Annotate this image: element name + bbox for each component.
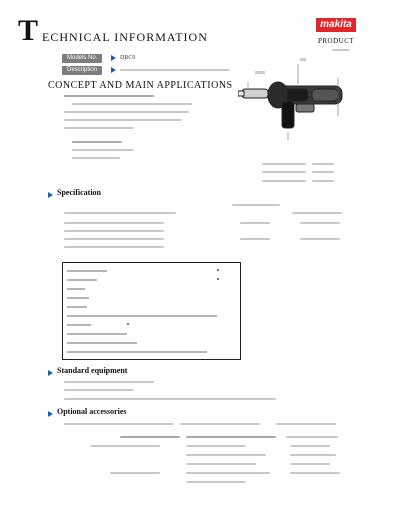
equipment-note <box>64 398 276 400</box>
spec-table-header <box>64 212 176 214</box>
concept-text-line <box>72 103 192 105</box>
dimension-legend-line <box>262 180 306 182</box>
dimension-legend-line <box>262 163 306 165</box>
dimension-label <box>300 58 306 61</box>
spec-table-cell <box>240 238 270 240</box>
specification-heading: Specification <box>57 188 101 197</box>
title-initial: T <box>18 14 38 47</box>
product-code <box>332 49 350 51</box>
triangle-right-icon <box>48 192 53 198</box>
makita-logo: makita <box>316 18 356 32</box>
accessory-line <box>290 472 340 474</box>
spec-table-row <box>64 246 164 248</box>
accessory-line <box>290 463 330 465</box>
spec-table-row <box>64 230 164 232</box>
spec-table-cell <box>300 238 340 240</box>
accessory-line <box>186 472 270 474</box>
description-value <box>120 69 230 71</box>
dimension-legend-line <box>262 171 306 173</box>
accessory-line <box>276 423 336 425</box>
dimension-legend-value <box>312 180 334 182</box>
concept-text-line <box>64 127 134 129</box>
optional-accessories-heading: Optional accessories <box>57 407 127 416</box>
page-title: ECHNICAL INFORMATION <box>42 30 208 44</box>
dimension-legend-value <box>312 171 334 173</box>
concept-text-line <box>72 149 134 151</box>
accessory-line <box>64 423 174 425</box>
triangle-right-icon <box>111 67 116 73</box>
concept-text-line <box>64 111 189 113</box>
accessory-line <box>90 445 160 447</box>
concept-heading: CONCEPT AND MAIN APPLICATIONS <box>48 80 233 91</box>
accessory-line <box>180 423 260 425</box>
dimension-legend-value <box>312 163 334 165</box>
equipment-line <box>64 381 154 383</box>
concept-text-line <box>64 95 154 97</box>
accessory-line <box>286 436 338 438</box>
standard-equipment-heading: Standard equipment <box>57 366 128 375</box>
spec-table-cell <box>240 222 270 224</box>
description-tag: Description <box>62 66 102 75</box>
concept-text-line <box>64 119 182 121</box>
spec-table-cell <box>300 222 340 224</box>
accessory-line <box>186 445 246 447</box>
triangle-right-icon <box>48 411 53 417</box>
triangle-right-icon <box>48 370 53 376</box>
model-value: DRC0 <box>120 55 136 61</box>
spec-table-row <box>64 222 164 224</box>
concept-text-line <box>72 157 120 159</box>
product-label: PRODUCT <box>318 37 355 45</box>
spec-details-box <box>62 262 241 360</box>
equipment-line <box>64 389 134 391</box>
concept-text-line <box>72 141 122 143</box>
accessory-line <box>186 481 246 483</box>
models-no-tag: Models No. <box>62 54 102 63</box>
dimension-label <box>255 71 265 74</box>
accessory-line <box>120 436 180 438</box>
triangle-right-icon <box>111 55 116 61</box>
accessory-line <box>186 436 276 438</box>
spec-table-header <box>292 212 342 214</box>
accessory-line <box>186 454 266 456</box>
accessory-line <box>290 454 336 456</box>
accessory-line <box>110 472 160 474</box>
accessory-line <box>186 463 256 465</box>
accessory-line <box>290 445 330 447</box>
spec-table-header <box>232 204 280 206</box>
spec-table-row <box>64 238 164 240</box>
